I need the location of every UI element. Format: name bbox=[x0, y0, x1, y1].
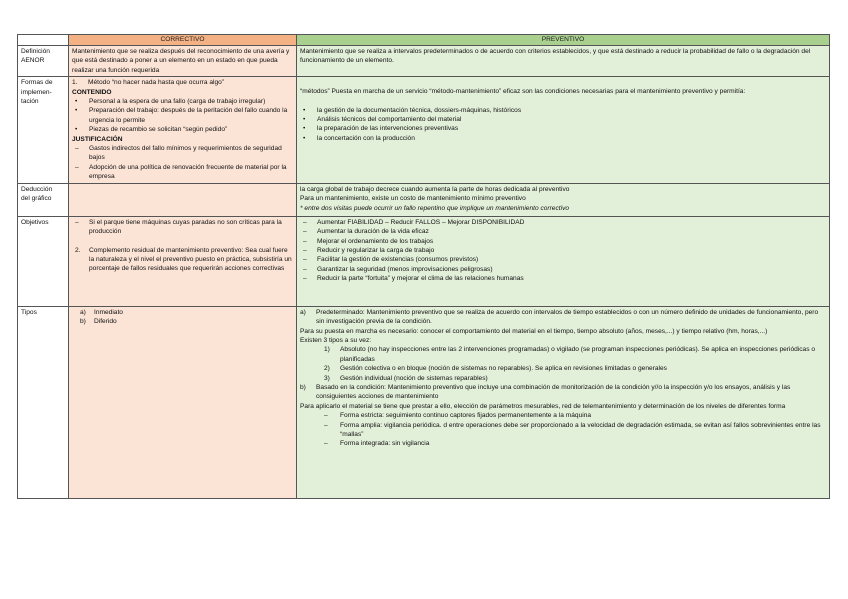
list-item-text: la concertación con la producción bbox=[317, 134, 415, 142]
list-item-text: Diferido bbox=[94, 318, 117, 326]
dash-icon: – bbox=[75, 218, 79, 226]
forma-text: Forma amplia: vigilancia periódica. d entre operaciones debe ser proporcionado a la velocidad de degradación estimada, se evitan así fallos sobrevinientes entre las “mallas” bbox=[340, 421, 821, 438]
dash-icon: – bbox=[303, 246, 307, 254]
list-item bbox=[300, 227, 826, 236]
list-item-text: Facilitar la gestión de existencias (consumos previstos) bbox=[317, 256, 479, 264]
bullet-icon: • bbox=[303, 134, 306, 142]
subtype-item bbox=[300, 345, 826, 364]
tipo-a bbox=[300, 308, 826, 327]
header-corrective: CORRECTIVO bbox=[69, 35, 297, 46]
row-label-line: Deducción bbox=[21, 185, 53, 193]
dash-icon: – bbox=[303, 237, 307, 245]
list-item-text: Garantizar la seguridad (menos improvisaciones peligrosas) bbox=[317, 265, 493, 273]
row-label bbox=[18, 46, 69, 77]
subtype-text: Absoluto (no hay inspecciones entre las 2 intervenciones programadas) o vigilado (se programan inspecciones periódicas). Se aplica en inspecciones periódicas o planificadas bbox=[340, 346, 816, 363]
tipo-a-text: Predeterminado: Mantenimiento preventivo que se realiza de acuerdo con intervalos de tiempo establecidos o con un número definido de unidades de funcionamiento, pero sin investigación previa de la condición. bbox=[316, 308, 819, 326]
list-item bbox=[300, 106, 826, 115]
tipo-b-text: Basado en la condición: Mantenimiento preventivo que incluye una combinación de monitorización de la condición y//o la inspección y/o los ensayos, análisis y las consiguientes acciones de mantenimiento bbox=[316, 383, 791, 401]
row-label-line: tación bbox=[21, 98, 39, 106]
row-label-line: del gráfico bbox=[21, 195, 52, 203]
row-label bbox=[18, 77, 69, 183]
spacer bbox=[72, 237, 293, 246]
bullet-icon: • bbox=[303, 125, 306, 133]
row-label bbox=[18, 183, 69, 216]
list-item-text: Personal a la espera de una fallo (carga de trabajo irregular) bbox=[89, 98, 266, 106]
list-item bbox=[72, 106, 293, 125]
list-item-text: Aumentar FIABILIDAD – Reducir FALLOS – Mejorar DISPONIBILIDAD bbox=[317, 218, 525, 226]
definicion-preventive: Mantenimiento que se realiza a intervalos predeterminados o de acuerdo con criterios establecidos, y que está destinado a reducir la probabilidad de fallo o la degradación del funcionamiento de un elemento. bbox=[297, 46, 830, 77]
header-blank-cell bbox=[18, 35, 69, 46]
forma-item bbox=[300, 421, 826, 440]
forma-item bbox=[300, 439, 826, 448]
list-item bbox=[72, 97, 293, 106]
row-label bbox=[18, 306, 69, 498]
list-item bbox=[300, 124, 826, 133]
list-item-text: la gestión de la documentación técnica, dossiers-máquinas, históricos bbox=[317, 106, 522, 114]
list-item bbox=[72, 163, 293, 182]
row-definicion bbox=[18, 46, 830, 77]
row-label-line: Tipos bbox=[21, 308, 37, 316]
row-label-line: Objetivos bbox=[21, 218, 49, 226]
dash-icon: – bbox=[303, 256, 307, 264]
row-label bbox=[18, 216, 69, 306]
forma-item bbox=[300, 411, 826, 420]
dash-icon: – bbox=[75, 163, 79, 171]
list-letter: a) bbox=[80, 308, 86, 316]
deduccion-line: la carga global de trabajo decrece cuando aumenta la parte de horas dedicada al preventivo bbox=[300, 185, 570, 193]
row-tipos bbox=[18, 306, 830, 498]
list-letter: b) bbox=[80, 318, 86, 326]
row-label-line: AENOR bbox=[21, 57, 45, 65]
list-item-text: Adopción de una política de renovación frecuente de material por la empresa bbox=[89, 163, 287, 181]
method-item bbox=[72, 78, 293, 87]
list-item-text: Complemento residual de mantenimiento preventivo: Sea cual fuere la naturaleza y el nivel el preventivo puesto en práctica, subsistiría un porcentaje de fallos residuales que requerirán acciones correctivas bbox=[89, 246, 292, 273]
header-row bbox=[18, 35, 830, 46]
row-label-line: Formas de bbox=[21, 79, 53, 87]
contenido-title: CONTENIDO bbox=[72, 88, 112, 96]
list-item-text: Gastos indirectos del fallo mínimos y requerimientos de seguridad bajos bbox=[89, 145, 282, 162]
list-item-text: Si el parque tiene máquinas cuyas paradas no son críticas para la producción bbox=[89, 218, 282, 236]
list-item bbox=[300, 255, 826, 264]
aplicar-text: Para aplicarlo el material se tiene que prestar a ello, elección de parámetros mesurables, red de telemantenimiento y determinación de los niveles de diferentes forma bbox=[300, 402, 786, 410]
list-item-text: Preparación del trabajo: después de la peritación del fallo cuando la urgencia lo permite bbox=[89, 107, 288, 124]
subtype-text: Gestión individual (noción de sistemas reparables) bbox=[340, 374, 488, 382]
objetivos-corrective bbox=[69, 216, 297, 306]
tipos-intro: Existen 3 tipos a su vez: bbox=[300, 336, 372, 344]
formas-intro: “métodos” Puesta en marcha de un servicio “método-mantenimiento” eficaz son las condiciones necesarias para el mantenimiento preventivo y permitía: bbox=[300, 88, 746, 96]
bullet-icon: • bbox=[303, 106, 306, 114]
spacer bbox=[300, 97, 826, 106]
list-item bbox=[72, 317, 293, 326]
puesta-text: Para su puesta en marcha es necesario: conocer el comportamiento del material en el tiempo, tiempo absoluto (años, meses,...) y tiempo relativo (hm, horas,...) bbox=[300, 327, 768, 335]
list-item-text: Reducir la parte “fortuita” y mejorar el clima de las relaciones humanas bbox=[317, 275, 524, 283]
list-item bbox=[300, 134, 826, 143]
forma-text: Forma estricta: seguimiento continuo captores fijados permanentemente a la máquina bbox=[340, 412, 592, 420]
tipos-corrective bbox=[69, 306, 297, 498]
bullet-icon: • bbox=[75, 98, 78, 106]
method-text: Método “no hacer nada hasta que ocurra algo” bbox=[88, 79, 224, 87]
tipo-b bbox=[300, 383, 826, 402]
justificacion-title: JUSTIFICACIÓN bbox=[72, 135, 123, 143]
dash-icon: – bbox=[303, 218, 307, 226]
list-item bbox=[300, 265, 826, 274]
dash-icon: – bbox=[324, 440, 328, 448]
bullet-icon: • bbox=[75, 126, 78, 134]
row-deduccion bbox=[18, 183, 830, 216]
list-number: 3) bbox=[324, 374, 330, 382]
objetivos-preventive bbox=[297, 216, 830, 306]
formas-preventive bbox=[297, 77, 830, 183]
dash-icon: – bbox=[324, 412, 328, 420]
list-item-text: Análisis técnicos del comportamiento del material bbox=[317, 116, 462, 124]
list-item bbox=[300, 237, 826, 246]
subtype-item bbox=[300, 374, 826, 383]
subtype-text: Gestión colectiva o en bloque (noción de sistemas no reparables). Se aplica en revisiones limitadas o generales bbox=[340, 365, 667, 373]
list-item-text: Aumentar la duración de la vida eficaz bbox=[317, 228, 429, 236]
list-item-text: Piezas de recambio se solicitan “según pedido” bbox=[89, 126, 228, 134]
dash-icon: – bbox=[303, 275, 307, 283]
deduccion-preventive bbox=[297, 183, 830, 216]
forma-text: Forma integrada: sin vigilancia bbox=[340, 440, 430, 448]
list-item bbox=[72, 144, 293, 163]
deduccion-note: * entre dos visitas puede ocurrir un fallo repentino que implique un mantenimiento correctivo bbox=[300, 204, 570, 212]
deduccion-line: Para un mantenimiento, existe un costo de mantenimiento mínimo preventivo bbox=[300, 195, 526, 203]
subtype-item bbox=[300, 364, 826, 373]
dash-icon: – bbox=[303, 228, 307, 236]
list-number: 1) bbox=[324, 346, 330, 354]
dash-icon: – bbox=[324, 421, 328, 429]
row-label-line: implemen- bbox=[21, 88, 52, 96]
list-item-text: Inmediato bbox=[94, 308, 123, 316]
header-preventive: PREVENTIVO bbox=[297, 35, 830, 46]
list-item bbox=[72, 308, 293, 317]
list-item-text: Reducir y regularizar la carga de trabajo bbox=[317, 246, 435, 254]
dash-icon: – bbox=[75, 145, 79, 153]
list-item bbox=[300, 115, 826, 124]
tipos-preventive bbox=[297, 306, 830, 498]
row-label-line: Definición bbox=[21, 48, 50, 55]
bullet-icon: • bbox=[75, 107, 78, 115]
dash-icon: – bbox=[303, 265, 307, 273]
list-letter: a) bbox=[300, 308, 306, 316]
list-item bbox=[300, 246, 826, 255]
definicion-corrective: Mantenimiento que se realiza después del reconocimiento de una avería y que está destinado a poner a un elemento en un estado en que pueda realizar una función requerida bbox=[69, 46, 297, 77]
list-item bbox=[300, 218, 826, 227]
list-letter: b) bbox=[300, 383, 306, 391]
deduccion-corrective bbox=[69, 183, 297, 216]
formas-corrective bbox=[69, 77, 297, 183]
list-number: 2. bbox=[75, 246, 81, 254]
list-item bbox=[72, 246, 293, 274]
list-item bbox=[72, 218, 293, 237]
spacer bbox=[300, 78, 826, 87]
list-item-text: la preparación de las intervenciones preventivas bbox=[317, 125, 459, 133]
comparison-table bbox=[17, 34, 830, 499]
bullet-icon: • bbox=[303, 116, 306, 124]
list-number: 2) bbox=[324, 365, 330, 373]
list-item bbox=[72, 125, 293, 134]
row-objetivos bbox=[18, 216, 830, 306]
list-number: 1. bbox=[72, 79, 78, 87]
list-item-text: Mejorar el ordenamiento de los trabajos bbox=[317, 237, 434, 245]
row-formas bbox=[18, 77, 830, 183]
list-item bbox=[300, 274, 826, 283]
